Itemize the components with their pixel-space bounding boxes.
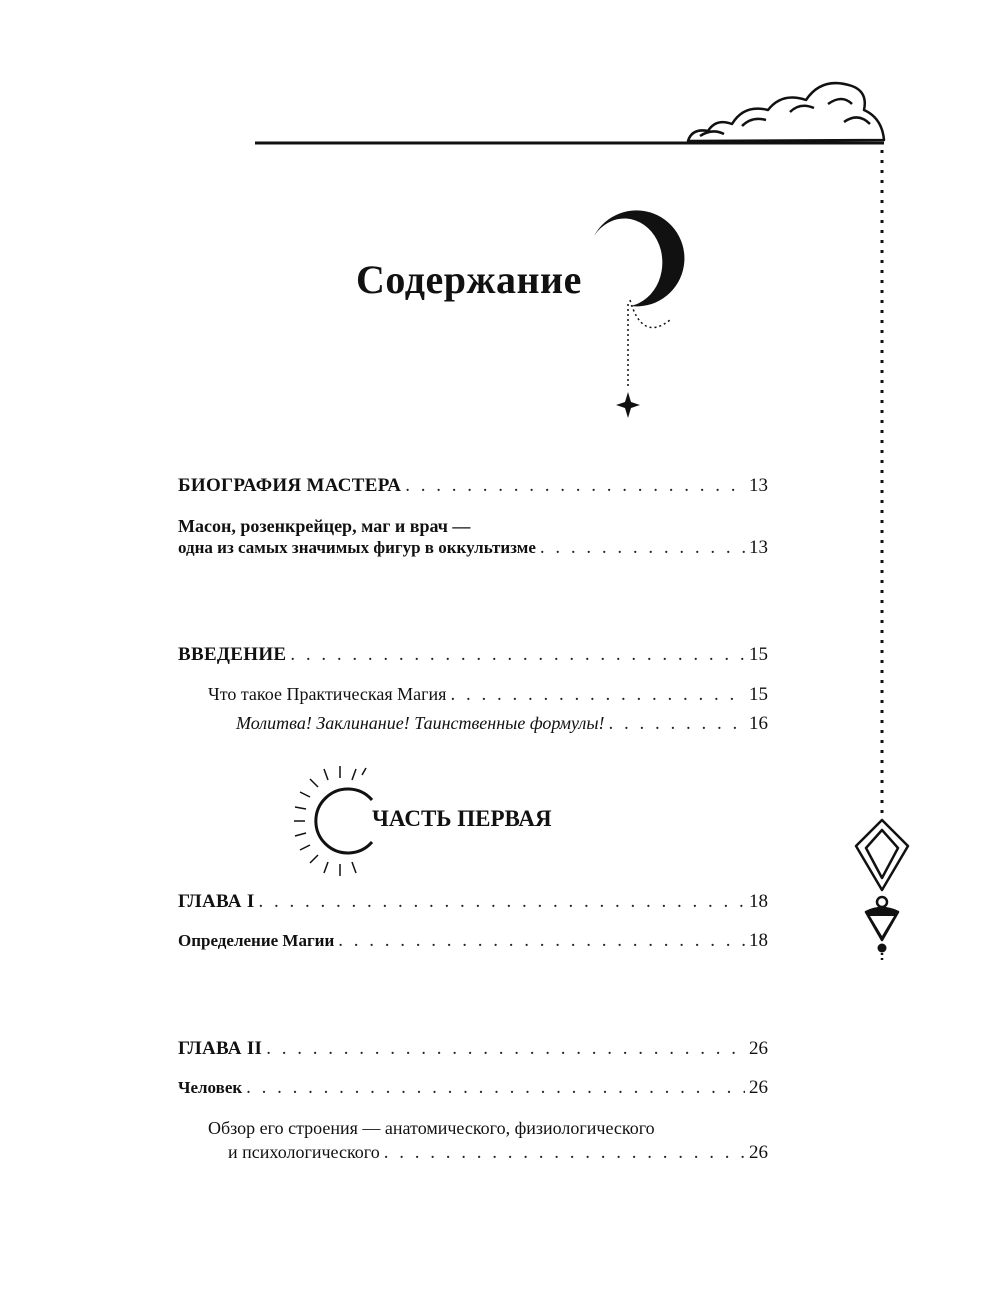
toc-entry-definition[interactable] (178, 929, 768, 953)
toc-page: 18 (749, 930, 768, 951)
dot-leader (405, 474, 745, 498)
toc-label: ВВЕДЕНИЕ (178, 644, 287, 665)
cloud-icon (688, 83, 884, 141)
star-sparkle-icon (616, 392, 640, 418)
toc-label: Человек (178, 1078, 243, 1097)
dot-leader (259, 890, 745, 914)
dot-leader (540, 536, 745, 560)
toc-page: 18 (749, 891, 768, 912)
toc-subtitle-line: Масон, розенкрейцер, маг и врач — (178, 516, 471, 536)
dot-leader (290, 643, 745, 667)
toc-page: 26 (749, 1038, 768, 1059)
toc-entry-practical-magic[interactable] (208, 682, 768, 707)
toc-page: 16 (749, 713, 768, 734)
toc-page: 26 (749, 1142, 768, 1163)
toc-label: ГЛАВА I (178, 891, 255, 912)
toc-entry-intro[interactable] (178, 643, 768, 667)
toc-label: и психологического (228, 1142, 380, 1162)
dot-leader (384, 1141, 745, 1165)
toc-label: ГЛАВА II (178, 1038, 263, 1059)
toc-entry-overview[interactable] (228, 1140, 768, 1165)
toc-page: 13 (749, 537, 768, 558)
dot-leader (246, 1076, 745, 1100)
toc-entry-mason[interactable] (178, 536, 768, 560)
toc-entry-biography[interactable] (178, 474, 768, 498)
dot-leader (609, 712, 746, 736)
part-title: ЧАСТЬ ПЕРВАЯ (372, 806, 552, 831)
toc-entry-chapter-2[interactable] (178, 1037, 768, 1061)
toc-entry-prayer[interactable] (236, 711, 768, 736)
toc-label: Что такое Практическая Магия (208, 684, 447, 704)
dot-leader (338, 929, 745, 953)
dot-leader (450, 683, 745, 707)
toc-page: 15 (749, 684, 768, 705)
toc-label: Молитва! Заклинание! Таинственные формулы! (236, 713, 605, 733)
toc-entry-chapter-1[interactable] (178, 890, 768, 914)
toc-label: одна из самых значимых фигур в оккультизме (178, 538, 536, 557)
crescent-moon-icon (594, 210, 684, 388)
toc-subtitle-line: Обзор его строения — анатомического, физиологического (208, 1118, 655, 1138)
toc-page: 13 (749, 475, 768, 496)
toc-label: БИОГРАФИЯ МАСТЕРА (178, 475, 402, 496)
page-title: Содержание (356, 257, 582, 302)
toc-label: Определение Магии (178, 931, 335, 950)
dot-leader (266, 1037, 745, 1061)
toc-entry-human[interactable] (178, 1076, 768, 1100)
toc-page: 15 (749, 644, 768, 665)
toc-page: 26 (749, 1077, 768, 1098)
sun-icon (294, 766, 372, 876)
crystal-pendant-icon (856, 820, 908, 962)
